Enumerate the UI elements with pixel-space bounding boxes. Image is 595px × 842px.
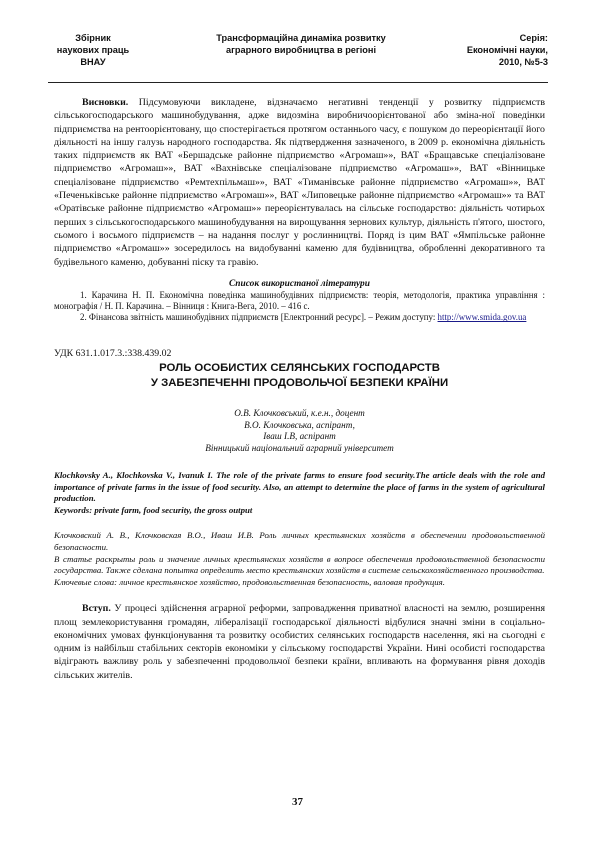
abstract-russian <box>54 530 545 588</box>
intro-lead: Вступ. <box>82 603 111 615</box>
header-center-line: Трансформаційна динаміка розвитку <box>216 33 386 43</box>
article-title-line: РОЛЬ ОСОБИСТИХ СЕЛЯНСЬКИХ ГОСПОДАРСТВ <box>159 361 440 374</box>
author-affiliation: Вінницький національний аграрний університет <box>205 443 394 454</box>
header-left-line: наукових праць <box>56 45 130 55</box>
header-center-line: аграрного виробництва в регіоні <box>225 45 377 55</box>
reference-item <box>54 312 545 323</box>
conclusion-text: Підсумовуючи викладене, відзначаємо негативні тенденції у розвитку підприємств сільськогосподарського машинобудування, адже видозміна виробничоорієнтованої або зміна-ної поведінки підприємства на рентоорієнтовану, що спостерігається протягом останнього часу, є пошуком до переорієнтації його діяльності на іншу галузь народного господарства. Як підтвердження зазначеного, в 2009 р. економічна діяльність таких підприємств як ВАТ «Бершадське районне підприємство «Агромаш»», ВАТ «Бращавське спеціалізоване підприємство «Агромаш»», ВАТ «Вахнівське спеціалізоване підприємство «Агромаш»», ВАТ «Вінницьке спеціалізоване підприємство «Ремтехпільмаш»», ВАТ «Тиманівське районне підприємство «Агромаш»», ВАТ «Печеньківське районне підприємство «Агромаш»», ВАТ «Липовецьке районне підприємство «Агромаш»» та ВАТ «Оратівське районне підприємство «Агромаш»» переорієнтувалась на сільське господарство: діяльність чотирьох перших з сільськогосподарського машинобудування на вирощування зернових культур, діяльність п'ятого, шостого, сьомого і восьмого підприємств – на надання послуг у рослинництві. Поряд із цим ВАТ «Ямпільське районне підприємство «Агромаш»» зосередилось на видобуванні каменю для будівництва, обробленні декоративного та будівельного каменю, добуванні піску та гравію. <box>54 97 545 268</box>
header-right-line: Економічні науки, <box>466 45 548 55</box>
author-name: Іваш І.В, аспірант <box>263 431 336 442</box>
running-header <box>48 32 548 83</box>
header-collection <box>48 32 138 68</box>
intro-text: У процесі здійснення аграрної реформи, запровадження приватної власності на землю, розширення площ землекористування громадян, лібералізації господарської діяльності відбулися значні зміни в соціально-економічних умовах функціонування та розвитку особистих селянських господарств населення, які на сьогодні є одним із найбільш стабільних секторів економіки у сільському господарстві України. Нині особисті господарства відіграють важливу роль у забезпеченні продовольчої безпеки країни, впливають на формування рівня доходів сільських жителів. <box>54 603 545 681</box>
conclusion-lead: Висновки. <box>82 97 129 108</box>
reference-text: 2. Фінансова звітність машинобудівних підприємств [Електронний ресурс]. – Режим доступу: <box>80 312 438 323</box>
header-right-line: Серія: <box>519 33 548 43</box>
reference-link[interactable]: http://www.smida.gov.ua <box>437 312 527 323</box>
author-name: В.О. Клочковська, аспірант, <box>244 419 355 430</box>
header-right-line: 2010, №5-3 <box>498 57 548 67</box>
udk-code: УДК 631.1.017.3.:338.439.02 <box>54 347 172 359</box>
article-title <box>54 361 545 391</box>
abstract-english-keywords: Keywords: private farm, food security, the gross output <box>54 504 253 515</box>
reference-item <box>54 290 545 313</box>
abstract-english-text: Klochkovsky A., Klochkovska V., Ivanuk I. The role of the private farms to ensure food security.The article deals with the role and importance of private farms in the issue of food security. Also, an attempt to determine the place of farms in the system of agricultural production. <box>54 469 545 504</box>
reference-text: 1. Карачина Н. П. Економічна поведінка машинобудівних підприємств: теорія, методологія, практика управління : монографія / Н. П. Карачина. – Вінниця : Книга-Вега, 2010. – 416 с. <box>54 289 545 312</box>
header-left-line: Збірник <box>75 33 111 43</box>
intro-paragraph <box>54 602 545 682</box>
page-number: 37 <box>292 796 303 808</box>
page-body <box>54 96 545 682</box>
article-title-line: У ЗАБЕЗПЕЧЕННІ ПРОДОВОЛЬЧОЇ БЕЗПЕКИ КРАЇНИ <box>150 376 449 389</box>
abstract-russian-citation: Клочковский А. В., Клочковская В.О., Иваш И.В. Роль личных крестьянских хозяйств в обеспечении продовольственной безопасности. <box>54 530 545 552</box>
abstract-russian-keywords: Ключевые слова: личное крестьянское хозяйство, продовольственная безопасность, валовая продукция. <box>54 576 445 587</box>
conclusion-paragraph <box>54 96 545 269</box>
abstract-english <box>54 470 545 516</box>
references-title: Список використаної літератури <box>229 278 370 289</box>
header-series <box>448 32 548 68</box>
author-name: О.В. Клочковський, к.е.н., доцент <box>234 407 365 418</box>
header-journal-title <box>166 32 436 56</box>
header-left-line: ВНАУ <box>80 57 106 67</box>
abstract-russian-body: В статье раскрыты роль и значение личных крестьянских хозяйств в вопросе обеспечения продовольственной безопасности государства. Также сделана попытка определить место крестьянских хозяйств в системе сельскохозяйственного производства. <box>54 553 545 576</box>
author-block <box>54 408 545 455</box>
